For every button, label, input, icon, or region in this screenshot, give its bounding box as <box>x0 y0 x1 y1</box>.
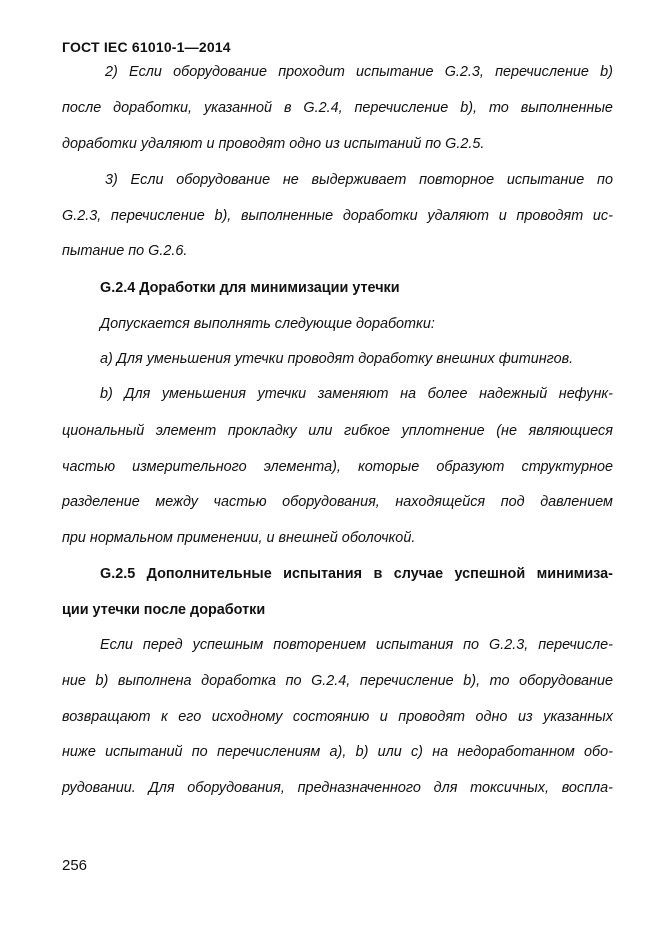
body-line: Допускается выполнять следующие доработки: <box>100 316 435 332</box>
word: a), <box>329 744 347 760</box>
word: оборудование <box>173 64 268 80</box>
word: или <box>308 423 333 439</box>
body-line: при нормальном применении, и внешней оболочкой. <box>62 530 416 546</box>
word: указанной <box>203 100 273 116</box>
word: G.2.4, <box>311 673 351 689</box>
word: ниже <box>62 744 96 760</box>
word: ние <box>62 673 86 689</box>
word: прокладку <box>227 423 297 439</box>
body-line <box>62 207 613 225</box>
body-line <box>100 636 613 654</box>
word: гибкое <box>344 423 390 439</box>
word: проходит <box>278 64 345 80</box>
word: измерительного <box>132 459 247 475</box>
word: недоработанном <box>457 744 575 760</box>
word: то <box>489 673 510 689</box>
word: оборудование <box>519 673 613 689</box>
word: являющиеся <box>528 423 613 439</box>
word: испытаний <box>105 744 183 760</box>
word: c) <box>410 744 423 760</box>
word: рудовании. <box>62 780 136 796</box>
word: b), <box>463 673 481 689</box>
word: по <box>597 172 613 188</box>
body-line: a) Для уменьшения утечки проводят доработку внешних фитингов. <box>100 351 574 367</box>
word: перечисле- <box>538 637 613 653</box>
word: циональный <box>62 423 145 439</box>
word: перечислениям <box>216 744 321 760</box>
word: минимиза- <box>536 566 613 582</box>
body-line <box>105 63 613 81</box>
body-line <box>62 672 613 690</box>
word: надежный <box>479 386 548 402</box>
word: удаляют <box>427 208 489 224</box>
word: в <box>283 100 292 116</box>
word: повторное <box>419 172 495 188</box>
body-line <box>62 708 613 726</box>
body-line <box>62 493 613 511</box>
word: по <box>191 744 208 760</box>
word: G.2.4, <box>303 100 343 116</box>
word: G.2.3, <box>489 637 529 653</box>
body-line <box>100 385 613 403</box>
word: одно <box>475 709 508 725</box>
word: оборудования, <box>282 494 380 510</box>
word: (не <box>496 423 517 439</box>
body-line <box>62 779 613 797</box>
word: не <box>282 172 299 188</box>
word: перечисление <box>495 64 589 80</box>
word: уменьшения <box>161 386 246 402</box>
body-line <box>62 458 613 476</box>
word: испытание <box>356 64 434 80</box>
word: испытание <box>506 172 585 188</box>
word: b) <box>355 744 369 760</box>
word: перед <box>142 637 183 653</box>
word: b) <box>600 64 613 80</box>
word: утечки <box>257 386 307 402</box>
word: образуют <box>436 459 505 475</box>
word: возвращают <box>62 709 151 725</box>
word: испытания <box>375 637 454 653</box>
word: Для <box>148 780 175 796</box>
word: воспла- <box>561 780 613 796</box>
word: после <box>62 100 102 116</box>
word: из <box>517 709 533 725</box>
word: перечисление <box>110 208 205 224</box>
word: Дополнительные <box>146 566 272 582</box>
word: структурное <box>521 459 613 475</box>
word: перечисление <box>354 100 449 116</box>
section-heading: G.2.4 Доработки для минимизации утечки <box>100 280 400 296</box>
word: или <box>377 744 402 760</box>
word: которые <box>358 459 420 475</box>
word: предназначенного <box>297 780 421 796</box>
word: проводят <box>516 208 584 224</box>
word: 3) <box>105 172 118 188</box>
word: успешной <box>454 566 526 582</box>
word: b) <box>95 673 109 689</box>
word: между <box>155 494 198 510</box>
word: выполненные <box>240 208 334 224</box>
word: и <box>498 208 507 224</box>
word: G.2.3, <box>444 64 484 80</box>
word: Для <box>124 386 151 402</box>
word: G.2.3, <box>62 208 102 224</box>
word: элемент <box>155 423 217 439</box>
word: к <box>160 709 168 725</box>
word: проводят <box>398 709 466 725</box>
word: частью <box>213 494 267 510</box>
body-line <box>105 171 613 189</box>
word: повторением <box>273 637 366 653</box>
word: обо- <box>583 744 613 760</box>
word: ис- <box>592 208 613 224</box>
word: b), <box>460 100 478 116</box>
word: Если <box>100 637 133 653</box>
word: выдерживает <box>311 172 407 188</box>
body-line <box>62 99 613 117</box>
word: токсичных, <box>470 780 549 796</box>
word: по <box>463 637 480 653</box>
word: разделение <box>62 494 140 510</box>
body-line <box>62 422 613 440</box>
word: находящейся <box>395 494 486 510</box>
word: испытания <box>283 566 362 582</box>
word: указанных <box>543 709 613 725</box>
word: заменяют <box>317 386 389 402</box>
word: на <box>400 386 417 402</box>
word: его <box>178 709 202 725</box>
word: и <box>379 709 388 725</box>
word: G.2.5 <box>100 566 136 582</box>
section-heading-cont: ции утечки после доработки <box>62 602 266 618</box>
word: перечисление <box>359 673 454 689</box>
word: состоянию <box>292 709 370 725</box>
word: более <box>427 386 468 402</box>
word: доработки <box>342 208 418 224</box>
page-number: 256 <box>62 857 88 874</box>
word: элемента), <box>263 459 341 475</box>
word: b) <box>100 386 113 402</box>
body-line: пытание по G.2.6. <box>62 243 188 259</box>
word: то <box>488 100 509 116</box>
word: исходному <box>211 709 283 725</box>
word: нефунк- <box>558 386 613 402</box>
word: b), <box>214 208 232 224</box>
word: давлением <box>540 494 613 510</box>
body-line: доработки удаляют и проводят одно из испытаний по G.2.5. <box>62 136 485 152</box>
word: случае <box>393 566 444 582</box>
word: по <box>285 673 302 689</box>
word: на <box>432 744 449 760</box>
word: под <box>500 494 525 510</box>
body-line <box>62 743 613 761</box>
word: Если <box>130 172 164 188</box>
word: в <box>373 566 383 582</box>
word: оборудование <box>176 172 271 188</box>
section-heading <box>100 565 613 583</box>
word: успешным <box>192 637 264 653</box>
word: частью <box>62 459 116 475</box>
word: доработка <box>201 673 276 689</box>
word: доработки, <box>113 100 193 116</box>
word: выполненные <box>520 100 613 116</box>
word: 2) <box>105 64 118 80</box>
word: выполнена <box>117 673 192 689</box>
word: для <box>433 780 458 796</box>
word: оборудования, <box>187 780 285 796</box>
word: Если <box>129 64 162 80</box>
document-header: ГОСТ IEC 61010-1—2014 <box>62 39 231 55</box>
word: уплотнение <box>401 423 485 439</box>
